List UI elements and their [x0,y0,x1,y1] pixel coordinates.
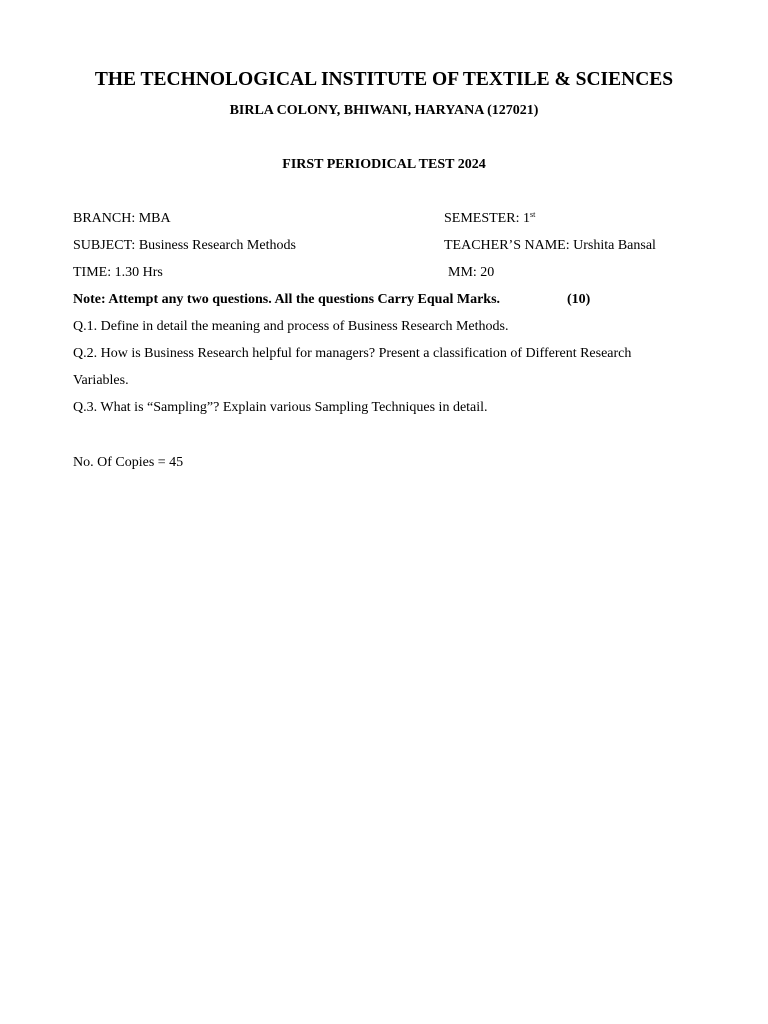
teacher-field: TEACHER’S NAME: Urshita Bansal [444,238,656,253]
subject-field: SUBJECT: Business Research Methods [73,238,296,253]
copies-count: No. Of Copies = 45 [73,455,184,470]
semester-field [444,210,535,228]
question-2: Q.2. How is Business Research helpful for managers? Present a classification of Different Research [73,346,632,361]
institute-title: THE TECHNOLOGICAL INSTITUTE OF TEXTILE & SCIENCES [94,69,674,90]
exam-note: Note: Attempt any two questions. All the questions Carry Equal Marks. [73,292,501,307]
question-1: Q.1. Define in detail the meaning and process of Business Research Methods. [73,319,509,334]
max-marks-field: MM: 20 [448,265,495,280]
test-name: FIRST PERIODICAL TEST 2024 [282,157,486,172]
question-marks: (10) [567,292,591,307]
semester-suffix: st [529,210,536,219]
semester-label: SEMESTER: 1 [444,211,530,226]
branch-field: BRANCH: MBA [73,211,171,226]
institute-address: BIRLA COLONY, BHIWANI, HARYANA (127021) [229,103,539,118]
time-field: TIME: 1.30 Hrs [73,265,163,280]
question-2-continued: Variables. [73,373,129,388]
question-3: Q.3. What is “Sampling”? Explain various Sampling Techniques in detail. [73,400,488,415]
